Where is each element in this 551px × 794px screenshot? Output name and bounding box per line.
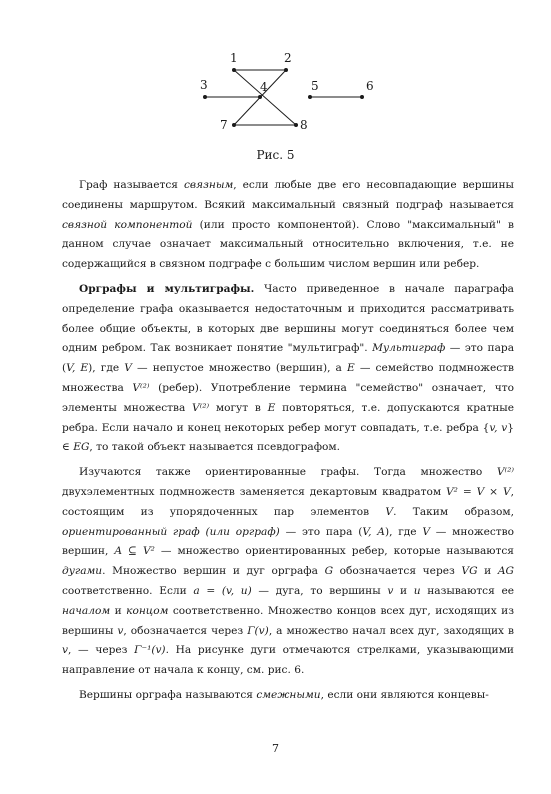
graph-diagram bbox=[190, 45, 390, 145]
text-run: , если они являются концевы- bbox=[320, 688, 489, 701]
text-run: — дуга, то вершины bbox=[251, 584, 388, 597]
text-run: , состоящим из упорядоченных пар элементов bbox=[62, 485, 514, 518]
italic-run: VG bbox=[461, 565, 478, 578]
italic-run: A ⊆ V² bbox=[114, 545, 155, 558]
text-run: , то такой объект называется псевдографом. bbox=[89, 441, 341, 454]
vertex-label-1: 1 bbox=[230, 51, 238, 65]
graph-figure bbox=[190, 45, 390, 145]
italic-run: V bbox=[422, 525, 431, 538]
text-run: Часто приведенное в начале параграфа определение графа оказывается недостаточным и приходится рассматривать более общие объекты, в которых две вершины могут соединяться более чем одним ребром. Так возникает понятие "мультиграф". bbox=[62, 282, 514, 355]
text-run: и bbox=[110, 604, 127, 617]
text-run: . На рисунке дуги отмечаются стрелками, указывающими направление от начала к концу, см. рис. 6. bbox=[62, 644, 514, 677]
italic-run: v, v bbox=[489, 421, 508, 434]
text-run: — это пара ( bbox=[62, 342, 515, 375]
text-run: — семейство подмножеств множества bbox=[62, 362, 514, 394]
text-run: } ∈ bbox=[62, 421, 514, 454]
vertex-label-7: 7 bbox=[220, 118, 228, 132]
italic-run: V⁽²⁾ bbox=[132, 381, 150, 394]
text-run: , если любые две его несовпадающие вершины соединены маршрутом. Всякий максимальный связный подграф называется bbox=[62, 179, 514, 211]
italic-run: V² = V × V bbox=[446, 485, 511, 498]
text-run: ), где bbox=[384, 525, 423, 538]
text-run: соответственно. Множество концов всех дуг, исходящих из вершины bbox=[62, 604, 514, 637]
italic-run: связной компонентой bbox=[62, 218, 193, 231]
text-run: двухэлементных подмножеств заменяется декартовым квадратом bbox=[62, 485, 446, 498]
vertex-8 bbox=[294, 123, 298, 127]
text-run: повторяться, т.е. допускаются кратные ребра. Если начало и конец некоторых ребер могут совпадать, т.е. ребра { bbox=[62, 401, 514, 434]
text-run: (ребер). Употребление термина "семейство" означает, что элементы множества bbox=[62, 381, 514, 414]
text-run: . Множество вершин и дуг орграфа bbox=[102, 565, 325, 578]
italic-run: v bbox=[62, 644, 68, 657]
text-run: , а множество начал всех дуг, заходящих в bbox=[268, 624, 514, 637]
text-run: называются ее bbox=[420, 584, 515, 597]
paragraph-connected-graph bbox=[62, 176, 514, 275]
text-run: , обозначается через bbox=[123, 624, 248, 637]
italic-run: V bbox=[124, 362, 132, 375]
paragraph-oriented-graphs bbox=[62, 463, 514, 681]
italic-run: концом bbox=[126, 604, 169, 617]
vertex-2 bbox=[284, 68, 288, 72]
italic-run: u bbox=[413, 584, 421, 597]
vertex-label-4: 4 bbox=[260, 80, 268, 94]
text-run: и bbox=[477, 565, 498, 578]
vertex-label-3: 3 bbox=[200, 78, 208, 92]
italic-run: G bbox=[324, 565, 334, 578]
vertex-label-8: 8 bbox=[300, 118, 308, 132]
text-run: обозначается через bbox=[333, 565, 462, 578]
italic-run: V, A bbox=[362, 525, 385, 538]
vertex-5 bbox=[308, 95, 312, 99]
text-run: — множество ориентированных ребер, которые называются bbox=[154, 545, 514, 558]
italic-run: a = (v, u) bbox=[193, 584, 252, 597]
italic-run: Γ⁻¹(v) bbox=[134, 644, 166, 657]
italic-run: началом bbox=[62, 604, 111, 617]
italic-run: смежными bbox=[256, 688, 321, 701]
text-run: Изучаются также ориентированные графы. Тогда множество bbox=[79, 466, 497, 479]
italic-run: E bbox=[347, 362, 355, 375]
italic-run: дугами bbox=[62, 565, 103, 578]
vertex-4 bbox=[258, 95, 262, 99]
figure-caption: Рис. 5 bbox=[256, 148, 295, 162]
vertex-3 bbox=[203, 95, 207, 99]
italic-run: Γ(v) bbox=[247, 624, 269, 637]
italic-run: AG bbox=[497, 565, 515, 578]
vertex-label-5: 5 bbox=[311, 79, 319, 93]
vertex-label-6: 6 bbox=[366, 79, 374, 93]
page-number: 7 bbox=[272, 742, 279, 755]
italic-run: ориентированный граф (или орграф) bbox=[62, 525, 280, 538]
italic-run: V⁽²⁾ bbox=[496, 466, 514, 479]
vertex-7 bbox=[232, 123, 236, 127]
text-run: . Таким образом, bbox=[393, 505, 514, 518]
vertex-6 bbox=[360, 95, 364, 99]
italic-run: Мультиграф bbox=[372, 342, 446, 355]
text-run: — непустое множество (вершин), а bbox=[131, 362, 347, 375]
text-run: ), где bbox=[88, 362, 125, 375]
text-run: могут в bbox=[209, 401, 268, 414]
italic-run: v bbox=[117, 624, 124, 637]
italic-run: связным bbox=[183, 179, 234, 191]
bold-run: Орграфы и мультиграфы. bbox=[79, 282, 255, 295]
text-run: , — через bbox=[68, 644, 135, 657]
italic-run: v bbox=[387, 584, 394, 597]
text-run: соответственно. Если bbox=[62, 584, 194, 597]
body-text bbox=[62, 176, 514, 706]
text-run: Вершины орграфа называются bbox=[79, 688, 257, 701]
text-run: и bbox=[393, 584, 414, 597]
italic-run: V, E bbox=[66, 362, 89, 375]
italic-run: V bbox=[385, 505, 394, 518]
paragraph-digraphs-multigraphs bbox=[62, 280, 514, 458]
vertex-label-2: 2 bbox=[284, 51, 292, 65]
text-run: — это пара ( bbox=[279, 525, 363, 538]
italic-run: E bbox=[267, 401, 276, 414]
italic-run: EG bbox=[73, 441, 90, 454]
italic-run: V⁽²⁾ bbox=[192, 401, 210, 414]
vertex-1 bbox=[232, 68, 236, 72]
text-run: (или просто компонентой). Слово "максимальный" в данном случае означает максимальный относительно включения, т.е. не содержащийся в связном подграфе с большим числом вершин или ребер. bbox=[62, 218, 514, 271]
paragraph-adjacent-vertices bbox=[62, 686, 514, 706]
text-run: — множество вершин, bbox=[62, 525, 515, 558]
text-run: Граф называется bbox=[79, 179, 184, 191]
